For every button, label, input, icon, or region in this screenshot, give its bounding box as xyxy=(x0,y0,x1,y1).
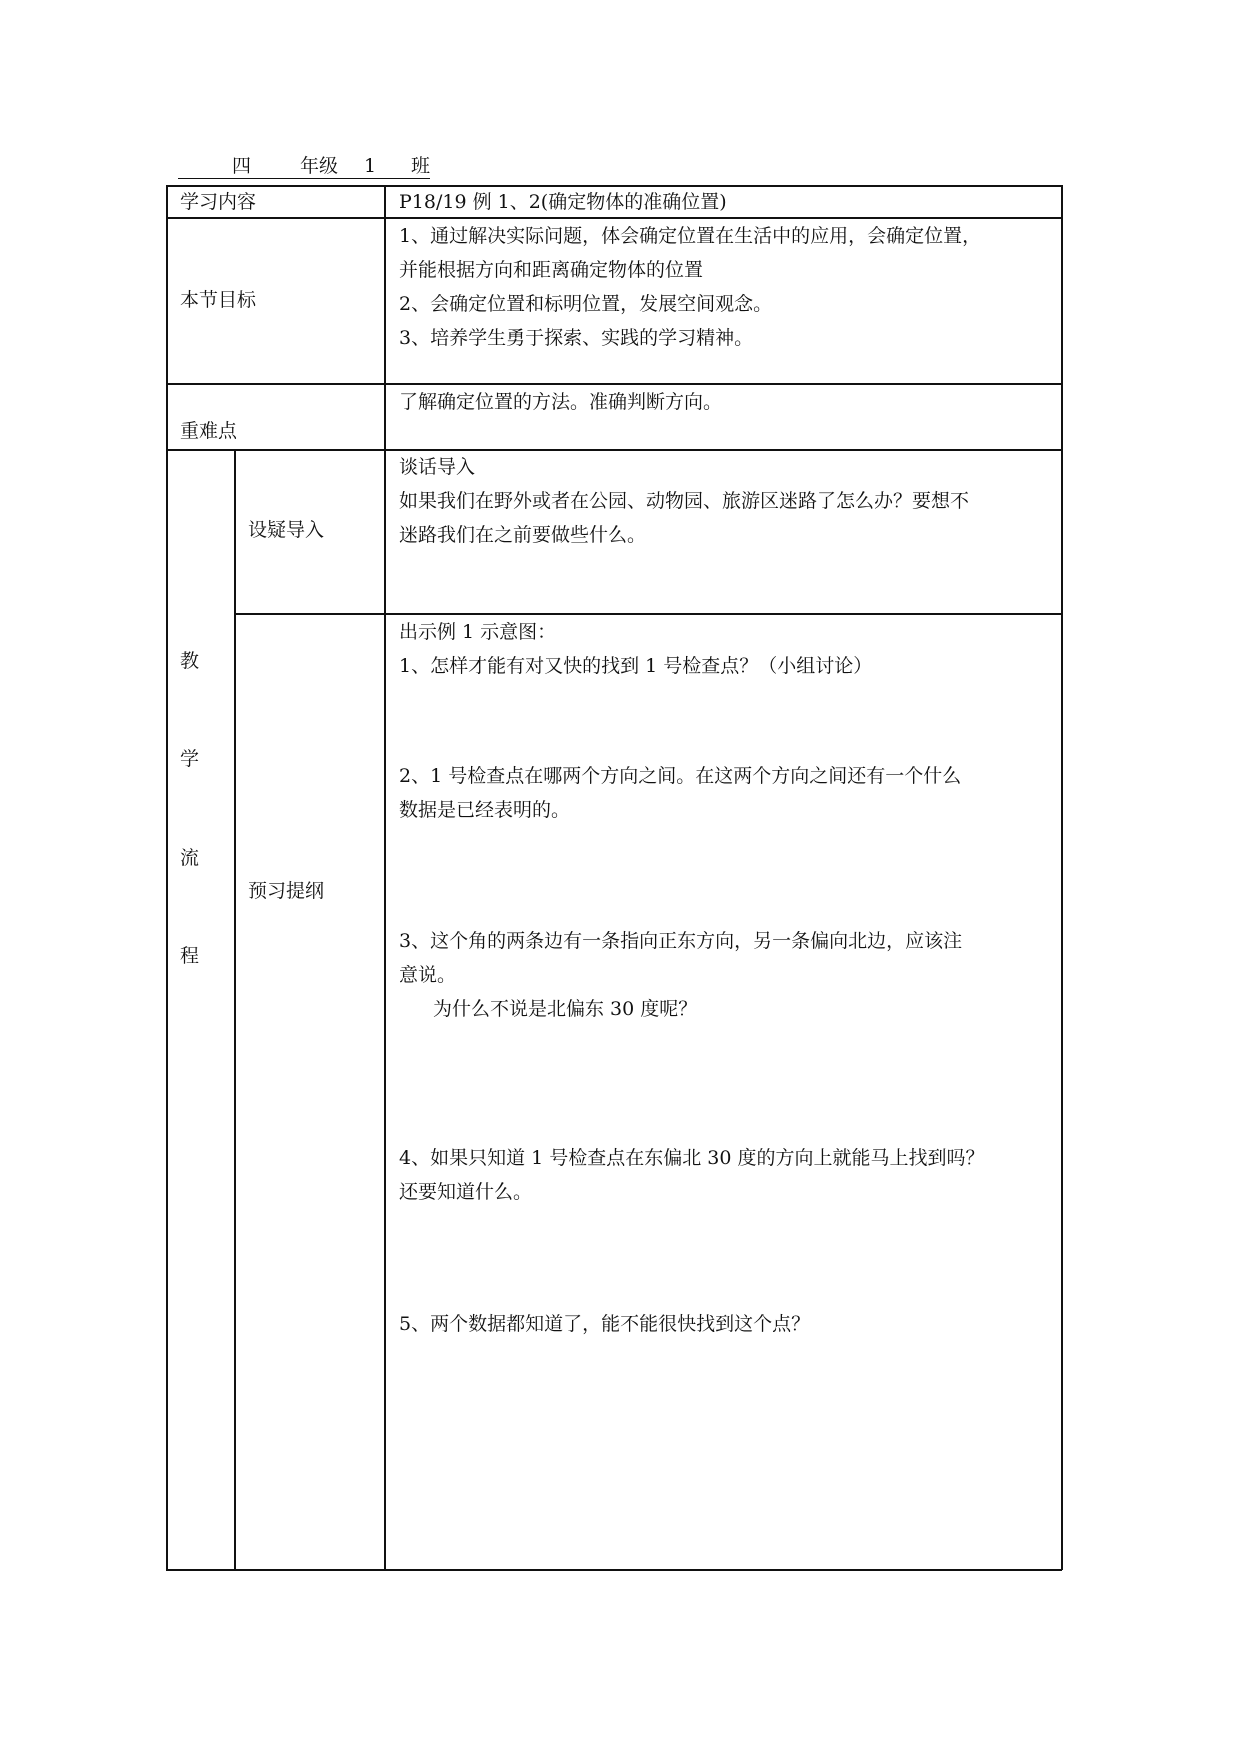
process-label-char: 教 xyxy=(180,650,200,672)
key-label: 重难点 xyxy=(180,420,238,442)
content-value: P18/19 例 1、2(确定物体的准确位置) xyxy=(399,191,727,213)
question-3 xyxy=(399,924,1049,1026)
class-header xyxy=(178,154,430,179)
key-value: 了解确定位置的方法。准确判断方向。 xyxy=(399,391,723,413)
table-border-right xyxy=(1061,185,1063,1570)
column-divider xyxy=(384,185,386,1570)
goal-line: 并能根据方向和距离确定物体的位置 xyxy=(399,259,704,281)
question-4-line: 还要知道什么。 xyxy=(399,1181,533,1203)
outline-title xyxy=(399,615,1049,683)
question-4 xyxy=(399,1141,1049,1209)
table-border-left xyxy=(166,185,168,1570)
outline-title-text: 出示例 1 示意图： xyxy=(399,621,557,643)
question-2 xyxy=(399,759,1049,827)
question-2-line: 数据是已经表明的。 xyxy=(399,799,571,821)
intro-line: 谈话导入 xyxy=(399,456,476,478)
goal-line: 1、通过解决实际问题，体会确定位置在生活中的应用，会确定位置， xyxy=(399,225,982,247)
question-4-line: 4、如果只知道 1 号检查点在东偏北 30 度的方向上就能马上找到吗？ xyxy=(399,1147,985,1169)
process-label-char: 学 xyxy=(180,748,200,770)
class-number: 1 xyxy=(364,155,377,177)
class-label: 班 xyxy=(411,155,431,177)
question-3-line: 3、这个角的两条边有一条指向正东方向，另一条偏向北边，应该注 xyxy=(399,930,963,952)
question-1: 1、怎样才能有对又快的找到 1 号检查点？（小组讨论） xyxy=(399,655,873,677)
lesson-plan-table xyxy=(166,185,1062,1570)
process-label-char: 流 xyxy=(180,847,200,869)
question-2-line: 2、1 号检查点在哪两个方向之间。在这两个方向之间还有一个什么 xyxy=(399,765,962,787)
intro-line: 迷路我们在之前要做些什么。 xyxy=(399,524,647,546)
outline-label: 预习提纲 xyxy=(248,880,325,902)
process-label-char: 程 xyxy=(180,945,200,967)
question-5-line: 5、两个数据都知道了，能不能很快找到这个点？ xyxy=(399,1313,811,1335)
content-label: 学习内容 xyxy=(180,191,257,213)
intro-label: 设疑导入 xyxy=(248,519,325,541)
question-5 xyxy=(399,1307,1049,1341)
table-border-bottom xyxy=(166,1569,1062,1571)
grade-label: 年级 xyxy=(300,155,339,177)
intro-content xyxy=(399,450,1049,552)
intro-line: 如果我们在野外或者在公园、动物园、旅游区迷路了怎么办？要想不 xyxy=(399,490,970,512)
question-3-line: 为什么不说是北偏东 30 度呢？ xyxy=(433,998,698,1020)
goal-line: 3、培养学生勇于探索、实践的学习精神。 xyxy=(399,327,754,349)
goals-label: 本节目标 xyxy=(180,289,257,311)
goals-content xyxy=(399,219,1049,355)
grade-number: 四 xyxy=(232,155,252,177)
question-3-line: 意说。 xyxy=(399,964,457,986)
goal-line: 2、会确定位置和标明位置，发展空间观念。 xyxy=(399,293,773,315)
column-divider xyxy=(234,449,236,1570)
